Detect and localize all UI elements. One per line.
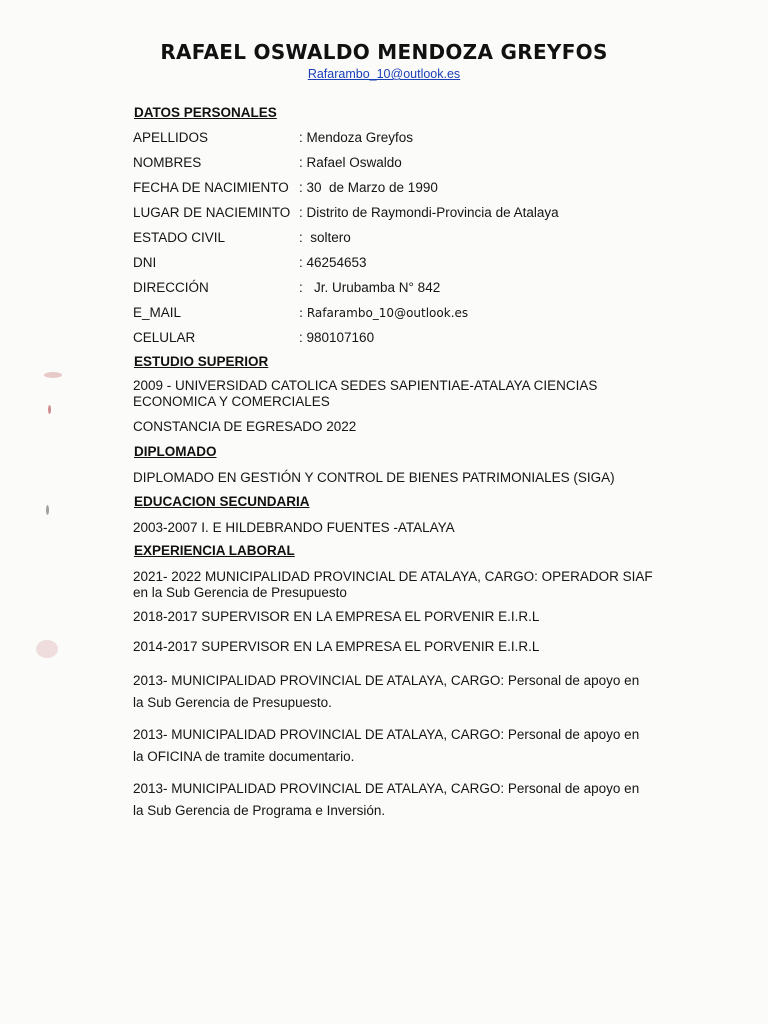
value-fecha-nacimiento: : 30 de Marzo de 1990 bbox=[299, 180, 438, 195]
experiencia-item: 2013- MUNICIPALIDAD PROVINCIAL DE ATALAYA, CARGO: Personal de apoyo en la Sub Gerencia de Programa e Inversión. bbox=[133, 781, 640, 818]
label-nombres: NOMBRES bbox=[133, 155, 202, 170]
label-celular: CELULAR bbox=[133, 330, 196, 345]
header-email-link[interactable]: Rafarambo_10@outlook.es bbox=[307, 67, 461, 81]
value-apellidos: : Mendoza Greyfos bbox=[299, 130, 414, 145]
section-title-experiencia: EXPERIENCIA LABORAL bbox=[134, 543, 295, 558]
experiencia-item: 2013- MUNICIPALIDAD PROVINCIAL DE ATALAYA, CARGO: Personal de apoyo en la Sub Gerencia de Presupuesto. bbox=[133, 673, 640, 710]
label-dni: DNI bbox=[133, 255, 157, 270]
label-email: E_MAIL bbox=[133, 305, 182, 320]
scan-mark bbox=[46, 505, 49, 515]
experiencia-item: 2014-2017 SUPERVISOR EN LA EMPRESA EL PORVENIR E.I.R.L bbox=[133, 639, 540, 654]
experiencia-item: 2021- 2022 MUNICIPALIDAD PROVINCIAL DE ATALAYA, CARGO: OPERADOR SIAF en la Sub Gerencia de Presupuesto bbox=[133, 569, 653, 600]
value-nombres: : Rafael Oswaldo bbox=[299, 155, 402, 170]
scan-mark bbox=[36, 640, 58, 658]
value-estado-civil: : soltero bbox=[299, 230, 351, 245]
experiencia-item: 2018-2017 SUPERVISOR EN LA EMPRESA EL PORVENIR E.I.R.L bbox=[133, 609, 540, 624]
superior-line-1: 2009 - UNIVERSIDAD CATOLICA SEDES SAPIENTIAE-ATALAYA CIENCIAS ECONOMICA Y COMERCIALES bbox=[133, 378, 598, 409]
value-lugar-nacimiento: : Distrito de Raymondi-Provincia de Atalaya bbox=[299, 205, 559, 220]
label-apellidos: APELLIDOS bbox=[133, 130, 209, 145]
secundaria-line-1: 2003-2007 I. E HILDEBRANDO FUENTES -ATALAYA bbox=[133, 520, 455, 535]
label-estado-civil: ESTADO CIVIL bbox=[133, 230, 226, 245]
label-fecha-nacimiento: FECHA DE NACIMIENTO bbox=[133, 180, 289, 195]
section-title-personal: DATOS PERSONALES bbox=[134, 105, 277, 120]
value-email: : Rafarambo_10@outlook.es bbox=[299, 306, 469, 320]
scan-mark bbox=[44, 372, 62, 378]
experiencia-item: 2013- MUNICIPALIDAD PROVINCIAL DE ATALAYA, CARGO: Personal de apoyo en la OFICINA de tramite documentario. bbox=[133, 727, 640, 764]
scan-mark bbox=[48, 405, 51, 414]
section-title-superior: ESTUDIO SUPERIOR bbox=[134, 354, 269, 369]
diplomado-line-1: DIPLOMADO EN GESTIÓN Y CONTROL DE BIENES PATRIMONIALES (SIGA) bbox=[133, 470, 615, 485]
label-lugar-nacimiento: LUGAR DE NACIEMINTO bbox=[133, 205, 291, 220]
value-dni: : 46254653 bbox=[299, 255, 367, 270]
section-title-secundaria: EDUCACION SECUNDARIA bbox=[134, 494, 310, 509]
value-celular: : 980107160 bbox=[299, 330, 375, 345]
superior-line-2: CONSTANCIA DE EGRESADO 2022 bbox=[133, 419, 357, 434]
person-name: RAFAEL OSWALDO MENDOZA GREYFOS bbox=[160, 40, 608, 64]
value-direccion: : Jr. Urubamba N° 842 bbox=[299, 280, 441, 295]
label-direccion: DIRECCIÓN bbox=[133, 280, 209, 295]
section-title-diplomado: DIPLOMADO bbox=[134, 444, 217, 459]
